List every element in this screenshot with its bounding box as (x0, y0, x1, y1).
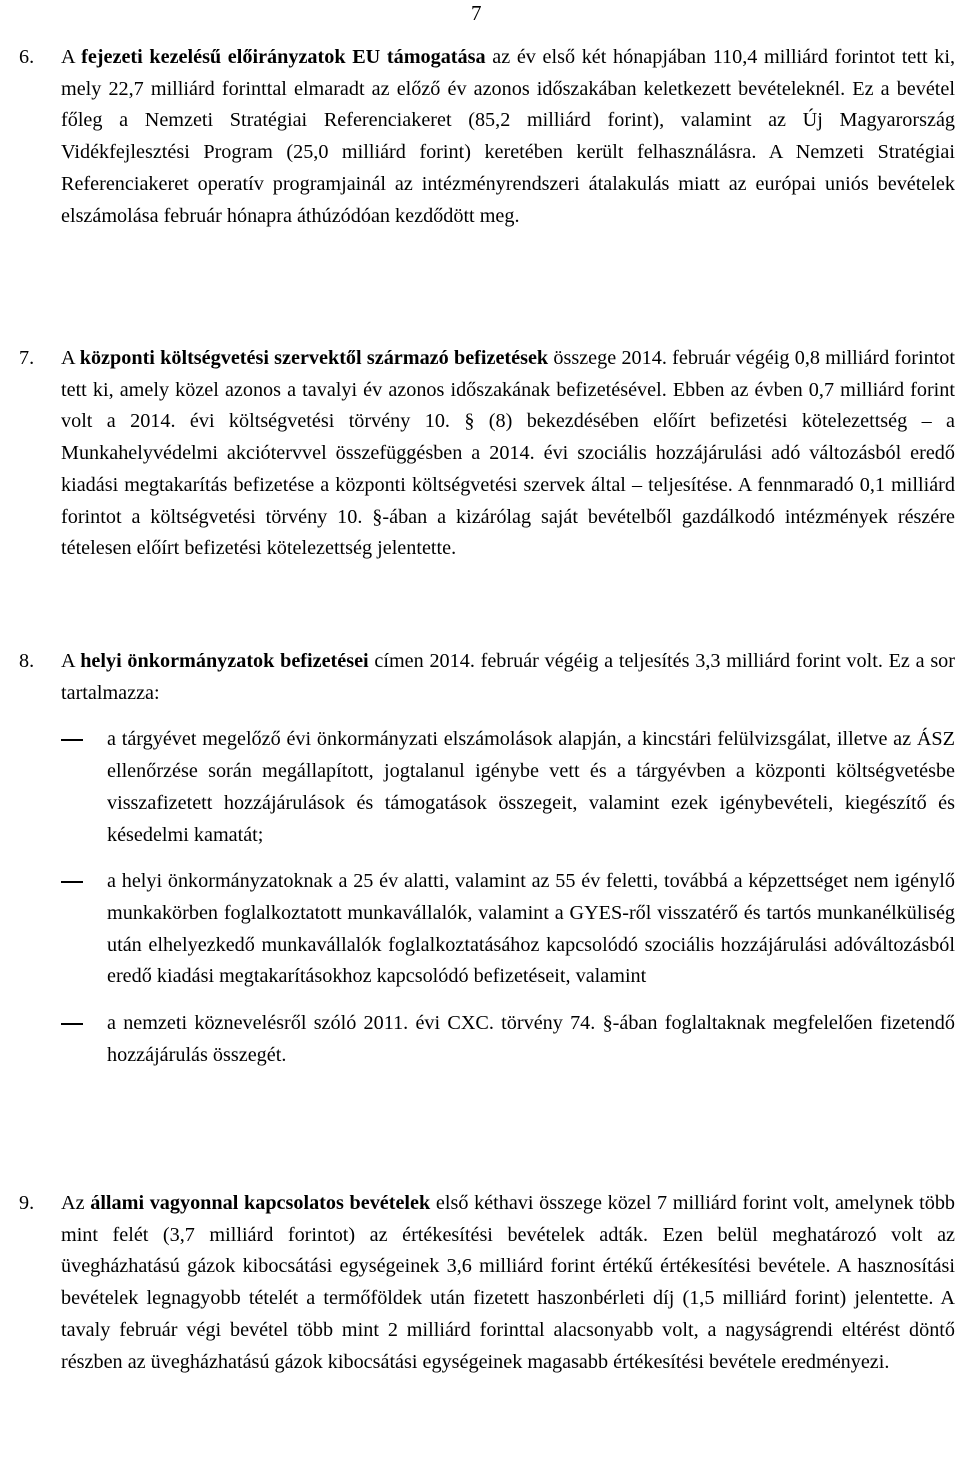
paragraph-9 (19, 1188, 955, 1378)
text-body: az év első két hónapjában 110,4 milliárd forintot tett ki, mely 22,7 milliárd forinttal elmaradt az előző év azonos időszakában keletkezett bevételeknél. Ez a bevétel főleg a Nemzeti Stratégiai Referenciakeret (85,2 milliárd forint), valamint az Új Magyarország Vidékfejlesztési Program (25,0 milliárd forint) keretében került felhasználásra. A Nemzeti Stratégiai Referenciakeret operatív programjainál az intézményrendszeri átalakulás miatt az európai uniós bevételek elszámolása február hónapra áthúzódóan kezdődött meg. (61, 46, 955, 227)
list-item-text: a nemzeti köznevelésről szóló 2011. évi CXC. törvény 74. §-ában foglaltaknak megfelelően fizetendő hozzájárulás összegét. (107, 1012, 955, 1066)
text-lead: A (61, 347, 80, 369)
list-item (61, 724, 955, 851)
paragraph-6 (19, 42, 955, 232)
bold-term: helyi önkormányzatok befizetései (80, 650, 369, 672)
item-text (61, 42, 955, 232)
text-lead: A (61, 650, 81, 672)
text-body: első kéthavi összege közel 7 milliárd forint volt, amelynek több mint felét (3,7 milliárd forintot) az értékesítési bevételek adták. Ezen belül meghatározó volt az üvegházhatású gázok kibocsátási egységeinek 3,6 milliárd forint értékű értékesítési bevétele. A hasznosítási bevételek legnagyobb tételét a termőföldek után fizetett haszonbérleti díj (1,5 milliárd forint) jelentette. A tavaly február végi bevétel több mint 2 milliárd forinttal alacsonyabb volt, a nagyságrendi eltérést döntő részben az üvegházhatású gázok kibocsátási egységeinek magasabb értékesítési bevétele eredményezi. (61, 1192, 956, 1373)
bold-term: fejezeti kezelésű előirányzatok EU támogatása (81, 46, 486, 68)
item-number: 7. (19, 347, 35, 369)
text-body: címen 2014. február végéig a teljesítés 3,3 milliárd forint volt. Ez a sor tartalmazza: (61, 650, 955, 704)
text-lead: A (61, 46, 82, 68)
item-number: 6. (19, 46, 35, 68)
page-number: 7 (471, 1, 482, 25)
dash-list (61, 724, 955, 1071)
list-item-text: a helyi önkormányzatoknak a 25 év alatti, valamint az 55 év feletti, továbbá a képzettséget nem igénylő munkakörben foglalkoztatott munkavállalók, valamint a GYES-ről visszatérő és tartós munkanélküliség után elhelyezkedő munkavállalók foglalkoztatásához kapcsolódó szociális hozzájárulási adóváltozásból eredő kiadási megtakarításokhoz kapcsolódó befizetéseit, valamint (107, 870, 955, 988)
item-number: 9. (19, 1192, 35, 1214)
paragraph-8 (19, 646, 955, 1086)
item-text (61, 646, 955, 1086)
item-text (61, 343, 955, 565)
text-body: összege 2014. február végéig 0,8 milliárd forintot tett ki, amely közel azonos a tavalyi év azonos időszakának befizetésével. Ebben az évben 0,7 milliárd forint volt a 2014. évi költségvetési törvény 10. § (8) bekezdésében előírt befizetési kötelezettség – a Munkahelyvédelmi akciótervvel összefüggésben a 2014. évi szociális hozzájárulási adó változásból eredő kiadási megtakarítás befizetése a központi költségvetési szervek által – teljesítése. A fennmaradó 0,1 milliárd forintot a költségvetési törvény 10. §-ában a kizárólag saját bevételből gazdálkodó intézmények részére tételesen előírt befizetési kötelezettség jelentette. (61, 347, 955, 560)
list-item (61, 1008, 955, 1071)
item-text (61, 1188, 955, 1378)
paragraph-7 (19, 343, 955, 565)
bold-term: állami vagyonnal kapcsolatos bevételek (90, 1192, 431, 1214)
bold-term: központi költségvetési szervektől származó befizetések (79, 347, 549, 369)
list-item-text: a tárgyévet megelőző évi önkormányzati elszámolások alapján, a kincstári felülvizsgálat, illetve az ÁSZ ellenőrzése során megállapított, jogtalanul igénybe vett és a tárgyévben a központi költségvetésbe visszafizetett hozzájárulások és támogatások összegeit, valamint ezek igénybevételi, kiegészítő és késedelmi kamatát; (107, 728, 955, 846)
item-intro (61, 646, 955, 709)
text-lead: Az (61, 1192, 91, 1214)
list-item (61, 866, 955, 993)
item-number: 8. (19, 650, 35, 672)
